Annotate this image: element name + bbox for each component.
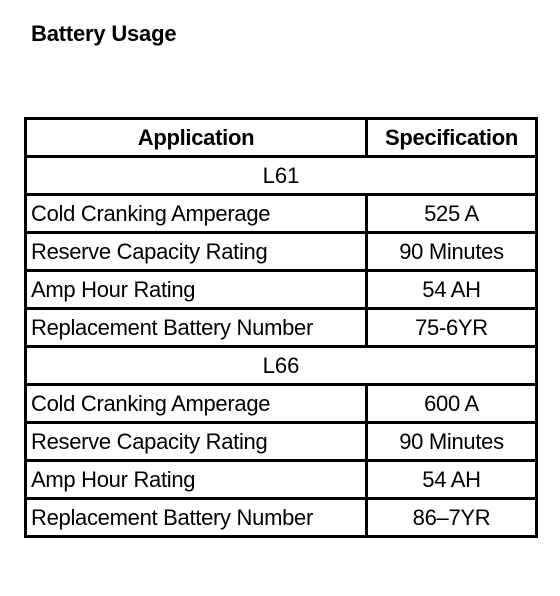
- application-cell: Cold Cranking Amperage: [26, 385, 367, 423]
- specification-cell: 90 Minutes: [367, 233, 537, 271]
- column-header-application: Application: [26, 119, 367, 157]
- table-row: [26, 271, 537, 309]
- application-cell: Replacement Battery Number: [26, 309, 367, 347]
- page-title: Battery Usage: [31, 21, 177, 46]
- table-row: [26, 195, 537, 233]
- application-cell: Cold Cranking Amperage: [26, 195, 367, 233]
- application-cell: Reserve Capacity Rating: [26, 233, 367, 271]
- table-row: [26, 423, 537, 461]
- specification-cell: 525 A: [367, 195, 537, 233]
- specification-cell: 54 AH: [367, 461, 537, 499]
- specification-cell: 600 A: [367, 385, 537, 423]
- group-label: L66: [26, 347, 537, 385]
- group-row-l66: [26, 347, 537, 385]
- column-header-specification: Specification: [367, 119, 537, 157]
- table-row: [26, 233, 537, 271]
- application-cell: Replacement Battery Number: [26, 499, 367, 537]
- application-cell: Amp Hour Rating: [26, 461, 367, 499]
- specification-cell: 75-6YR: [367, 309, 537, 347]
- table-row: [26, 461, 537, 499]
- group-row-l61: [26, 157, 537, 195]
- application-cell: Reserve Capacity Rating: [26, 423, 367, 461]
- table-header-row: [26, 119, 537, 157]
- table-row: [26, 385, 537, 423]
- application-cell: Amp Hour Rating: [26, 271, 367, 309]
- group-label: L61: [26, 157, 537, 195]
- specification-cell: 54 AH: [367, 271, 537, 309]
- battery-usage-table: [24, 117, 538, 538]
- specification-cell: 86–7YR: [367, 499, 537, 537]
- specification-cell: 90 Minutes: [367, 423, 537, 461]
- table-row: [26, 309, 537, 347]
- table-row: [26, 499, 537, 537]
